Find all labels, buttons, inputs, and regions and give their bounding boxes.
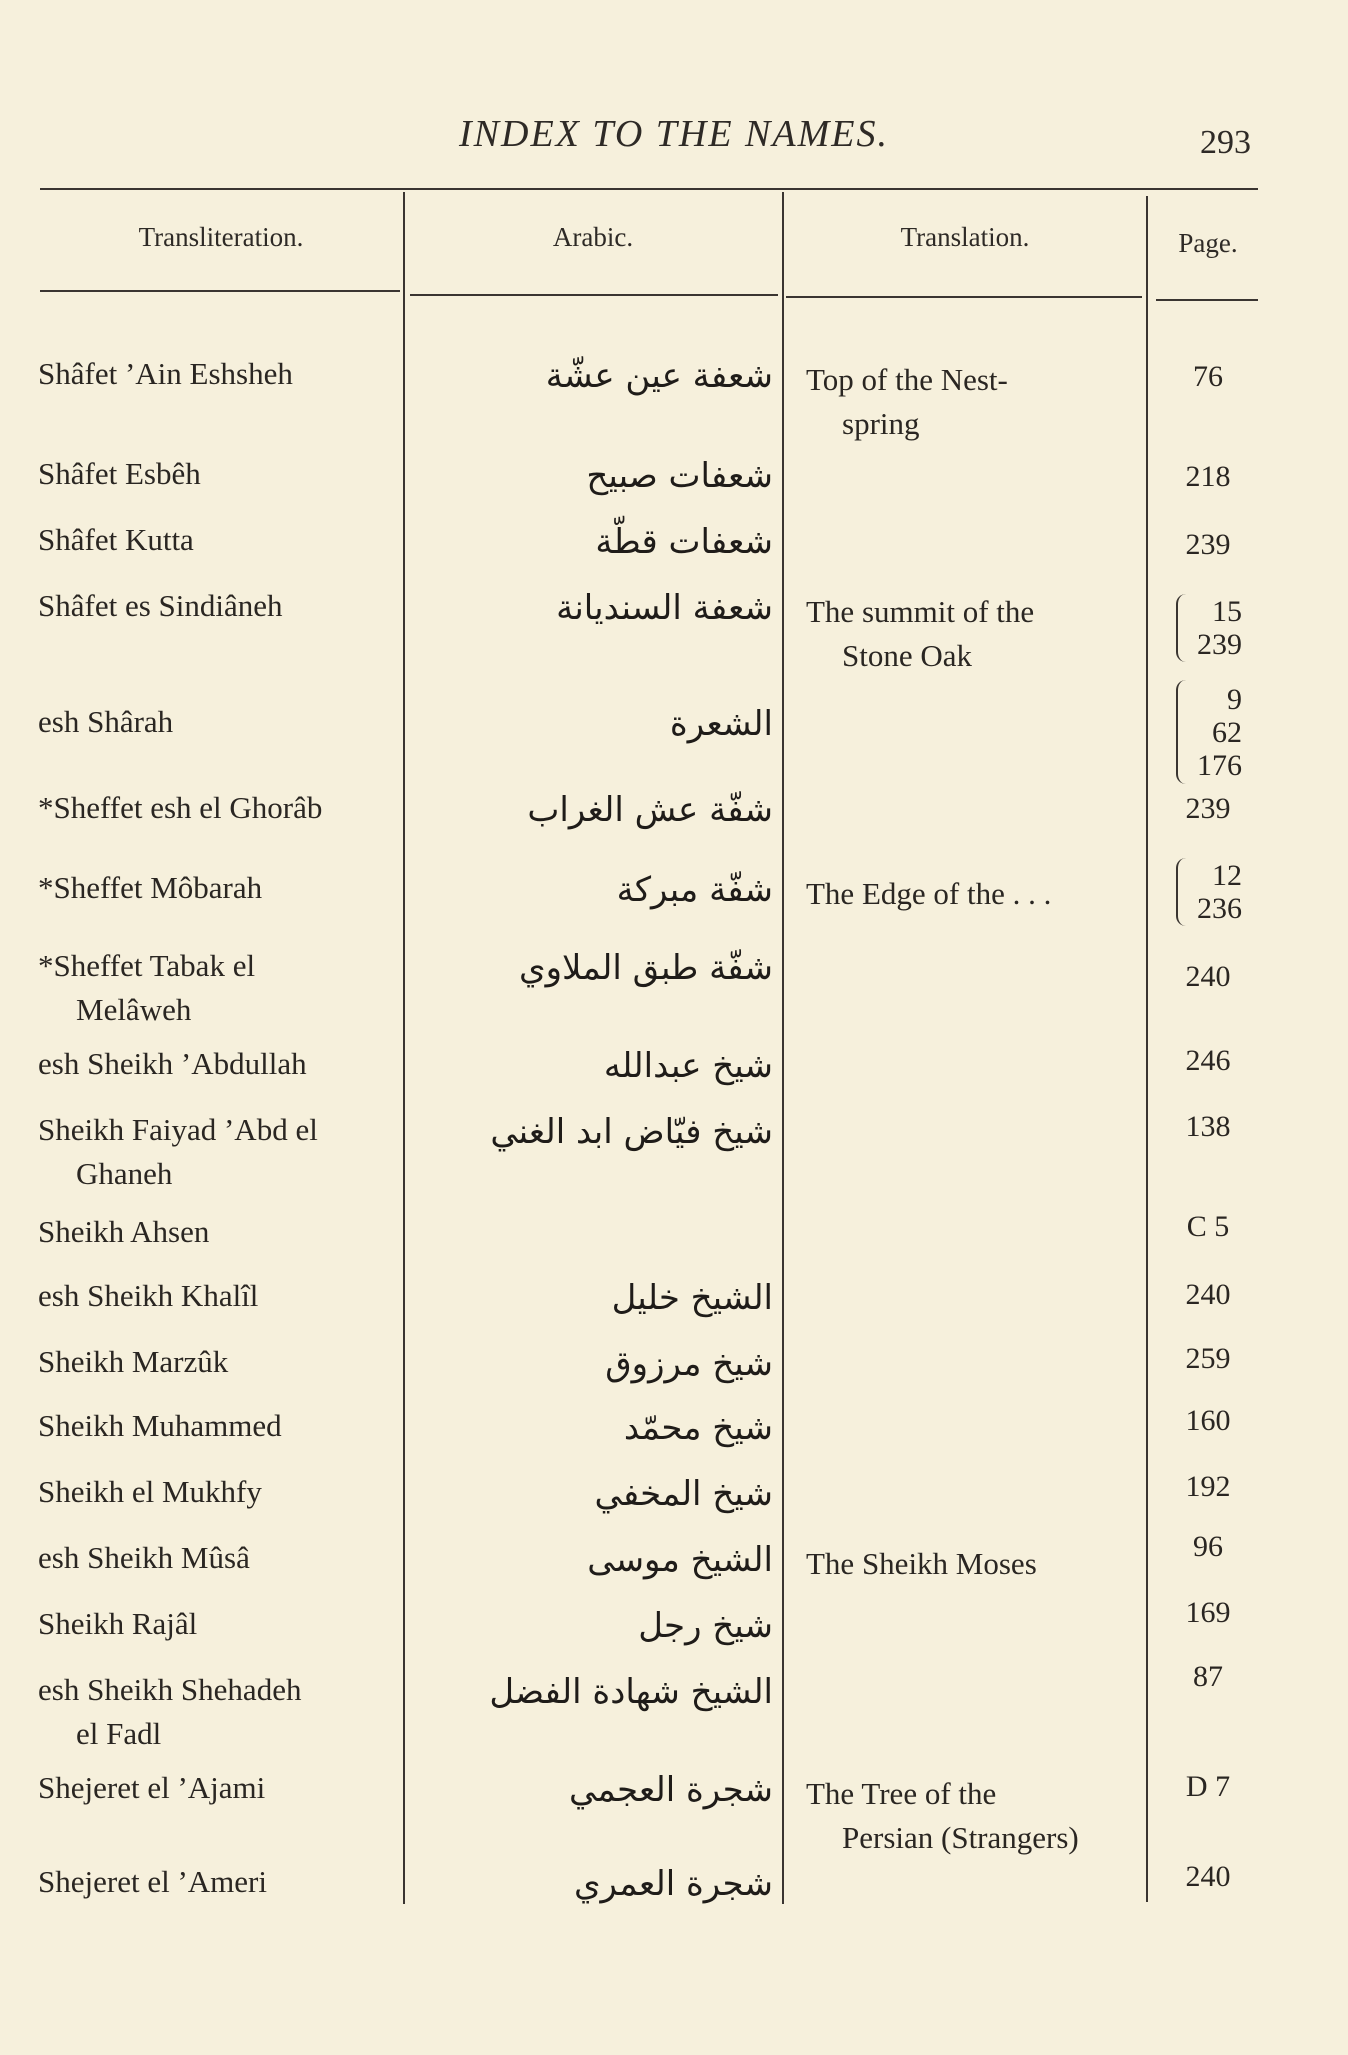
entry-arabic: شيخ محمّد	[623, 1408, 773, 1448]
entry-translation	[806, 590, 1144, 678]
header-page: Page.	[1178, 228, 1238, 258]
entry-translation	[806, 1542, 1144, 1586]
page-ref: 259	[1185, 1342, 1231, 1375]
page-ref: 240	[1185, 1278, 1231, 1311]
entry-arabic: شجرة العجمي	[569, 1770, 773, 1810]
page-ref: 240	[1185, 960, 1231, 993]
translation-line: The Sheikh Moses	[806, 1546, 1037, 1581]
page-ref: 240	[1185, 1860, 1231, 1893]
page-list	[1197, 682, 1242, 782]
page-ref: 176	[1197, 748, 1242, 782]
page-ref: 138	[1185, 1110, 1231, 1143]
entry-pages	[1148, 1404, 1268, 1438]
translation-line: The Edge of the . . .	[806, 876, 1052, 911]
translation-line: Top of the Nest-	[806, 362, 1008, 397]
entry-pages	[1148, 1860, 1268, 1894]
page-ref: 239	[1185, 528, 1231, 561]
page-ref: 192	[1185, 1470, 1231, 1503]
entry-arabic: شعفة عين عشّة	[545, 356, 773, 396]
transliteration-line: esh Sheikh ’Abdullah	[38, 1046, 307, 1081]
entry-arabic: الشعرة	[669, 704, 773, 744]
header-translation: Translation.	[900, 222, 1030, 252]
entry-transliteration	[38, 1404, 404, 1448]
page-ref: 169	[1185, 1596, 1231, 1629]
transliteration-continuation: Ghaneh	[76, 1156, 173, 1191]
page-ref: 239	[1197, 628, 1242, 661]
page-ref: 87	[1193, 1660, 1223, 1693]
entry-arabic: شعفات صبيح	[586, 456, 773, 496]
transliteration-line: Shâfet Kutta	[38, 522, 194, 557]
page-ref: 218	[1185, 460, 1231, 493]
page-ref: 9	[1227, 682, 1242, 716]
header-rule-transliteration	[40, 290, 400, 292]
transliteration-line: Sheikh Muhammed	[38, 1408, 282, 1443]
translation-line: The Tree of the	[806, 1776, 997, 1811]
transliteration-line: esh Sheikh Shehadeh	[38, 1672, 302, 1707]
header-rule-translation	[786, 296, 1142, 298]
entry-transliteration	[38, 1536, 404, 1580]
page-ref: 62	[1212, 715, 1242, 749]
header-rule-arabic	[410, 294, 778, 296]
entry-transliteration	[38, 352, 404, 396]
page-ref: 160	[1185, 1404, 1231, 1437]
entry-pages	[1148, 1278, 1268, 1312]
entry-arabic: شفّة مبركة	[616, 870, 773, 910]
entry-transliteration	[38, 1602, 404, 1646]
entry-pages	[1148, 1530, 1268, 1564]
transliteration-line: Sheikh Marzûk	[38, 1344, 229, 1379]
entry-transliteration	[38, 786, 404, 830]
entry-transliteration	[38, 584, 404, 628]
running-title: INDEX TO THE NAMES.	[459, 113, 889, 155]
translation-continuation: Persian (Strangers)	[842, 1820, 1079, 1855]
entry-pages	[1148, 1770, 1268, 1804]
entry-transliteration	[38, 700, 404, 744]
transliteration-line: Sheikh Faiyad ’Abd el	[38, 1112, 318, 1147]
entry-arabic: شعفة السنديانة	[556, 588, 773, 628]
entry-arabic: الشيخ موسى	[587, 1540, 773, 1580]
page-ref: 76	[1193, 360, 1223, 393]
entry-arabic: شفّة طبق الملاوي	[519, 948, 773, 988]
entry-pages	[1148, 960, 1268, 994]
entry-pages	[1148, 360, 1268, 394]
brace-icon	[1176, 680, 1196, 784]
entry-transliteration	[38, 1860, 404, 1904]
entry-arabic: شعفات قطّة	[595, 522, 773, 562]
translation-continuation: spring	[842, 406, 920, 441]
page-ref: 15	[1212, 595, 1242, 628]
transliteration-continuation: el Fadl	[76, 1716, 162, 1751]
entry-transliteration	[38, 1042, 404, 1086]
entry-arabic: شيخ رجل	[638, 1606, 773, 1646]
entry-transliteration	[38, 1668, 404, 1756]
translation-continuation: Stone Oak	[842, 638, 973, 673]
page-ref: 12	[1212, 859, 1242, 892]
brace-icon	[1176, 858, 1196, 926]
entry-pages	[1148, 1596, 1268, 1630]
page-number: 293	[1200, 124, 1251, 161]
entry-transliteration	[38, 866, 404, 910]
transliteration-line: esh Sheikh Khalîl	[38, 1278, 259, 1313]
entry-arabic: شجرة العمري	[573, 1864, 773, 1904]
entry-pages	[1148, 594, 1268, 662]
top-rule	[40, 188, 1258, 190]
entry-pages	[1148, 460, 1268, 494]
page-list	[1197, 859, 1242, 925]
entry-arabic: الشيخ خليل	[611, 1278, 773, 1318]
entry-transliteration	[38, 452, 404, 496]
page-list	[1197, 595, 1242, 661]
entry-transliteration	[38, 1340, 404, 1384]
entry-pages	[1148, 1470, 1268, 1504]
entry-translation	[806, 358, 1144, 446]
entry-arabic: شيخ مرزوق	[605, 1344, 773, 1384]
header-arabic: Arabic.	[552, 222, 634, 252]
transliteration-line: Sheikh Rajâl	[38, 1606, 198, 1641]
entry-transliteration	[38, 1108, 404, 1196]
translation-line: The summit of the	[806, 594, 1035, 629]
entry-pages	[1148, 1210, 1268, 1244]
transliteration-line: Sheikh el Mukhfy	[38, 1474, 262, 1509]
transliteration-line: Shâfet ’Ain Eshsheh	[38, 356, 293, 391]
header-transliteration: Transliteration.	[138, 222, 304, 252]
brace-icon	[1176, 594, 1196, 662]
entry-pages	[1148, 680, 1268, 784]
entry-pages	[1148, 528, 1268, 562]
page-ref: 246	[1185, 1044, 1231, 1077]
entry-pages	[1148, 1342, 1268, 1376]
transliteration-line: esh Shârah	[38, 704, 174, 739]
entry-transliteration	[38, 1470, 404, 1514]
entry-arabic: شفّة عش الغراب	[527, 790, 773, 830]
entry-pages	[1148, 1660, 1268, 1694]
entry-transliteration	[38, 1210, 404, 1254]
entry-transliteration	[38, 1766, 404, 1810]
page-ref: 239	[1185, 792, 1231, 825]
page-ref: 96	[1193, 1530, 1223, 1563]
transliteration-line: Shejeret el ’Ameri	[38, 1864, 267, 1899]
entry-pages	[1148, 1110, 1268, 1144]
entry-pages	[1148, 858, 1268, 926]
transliteration-line: Sheikh Ahsen	[38, 1214, 210, 1249]
page-ref: 236	[1197, 892, 1242, 925]
entry-transliteration	[38, 1274, 404, 1318]
header-rule-page	[1156, 299, 1258, 301]
entry-translation	[806, 1772, 1144, 1860]
transliteration-line: Shâfet es Sindiâneh	[38, 588, 283, 623]
entry-arabic: شيخ المخفي	[594, 1474, 773, 1514]
page-ref: C 5	[1186, 1210, 1230, 1243]
transliteration-continuation: Melâweh	[76, 992, 192, 1027]
entry-arabic: شيخ فيّاض ابد الغني	[490, 1112, 773, 1152]
page-ref: D 7	[1185, 1770, 1231, 1803]
transliteration-line: Shâfet Esbêh	[38, 456, 201, 491]
transliteration-line: *Sheffet esh el Ghorâb	[38, 790, 323, 825]
transliteration-line: esh Sheikh Mûsâ	[38, 1540, 250, 1575]
entry-transliteration	[38, 944, 404, 1032]
transliteration-line: Shejeret el ’Ajami	[38, 1770, 266, 1805]
entry-pages	[1148, 1044, 1268, 1078]
entry-arabic: الشيخ شهادة الفضل	[489, 1672, 773, 1712]
entry-transliteration	[38, 518, 404, 562]
entry-translation	[806, 872, 1144, 916]
column-divider-2	[782, 192, 784, 1904]
entry-arabic: شيخ عبدالله	[603, 1046, 773, 1086]
transliteration-line: *Sheffet Môbarah	[38, 870, 263, 905]
transliteration-line: *Sheffet Tabak el	[38, 948, 256, 983]
entry-pages	[1148, 792, 1268, 826]
